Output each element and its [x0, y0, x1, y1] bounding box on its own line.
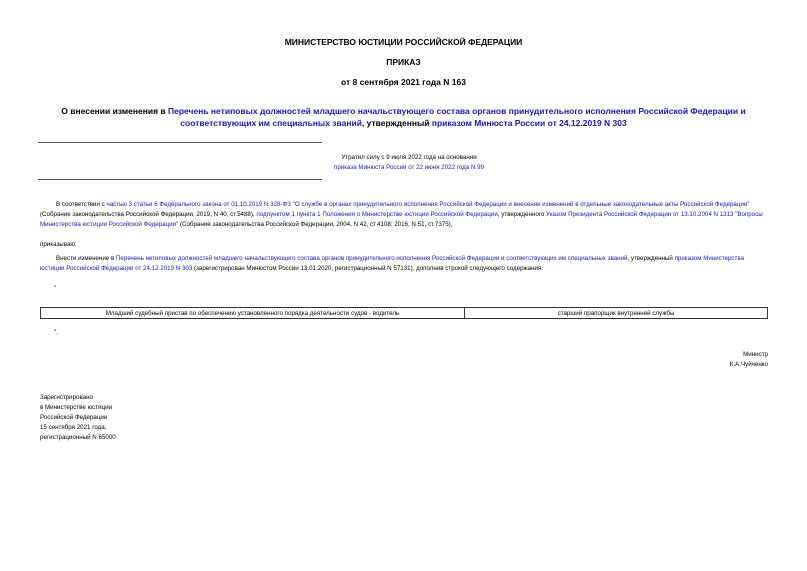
preamble-link-law[interactable]: частью 3 статьи 6 Федерального закона от 01.10.2019 N 328-ФЗ "О службе в органах принудительного исполнения Российской Федерации и внесении изменений в отдельные законодательные акты Российской Федерации" [106, 201, 750, 208]
order-text-1: Внести изменение в [56, 255, 116, 262]
status-note-text: Утратил силу с 9 июля 2022 года на основании [341, 154, 477, 161]
doc-date-number: от 8 сентября 2021 года N 163 [341, 77, 466, 87]
preamble-text-3: , утвержденного [497, 211, 547, 218]
order-link-order[interactable]: приказом Министерства юстиции Российской Федерации от 24.12.2019 N 303 [40, 255, 745, 272]
title-link-order[interactable]: приказом Минюста России от 24.12.2019 N 303 [431, 118, 627, 128]
doc-type-heading: ПРИКАЗ [386, 57, 421, 67]
registration-line-3: Российской Федерации [40, 414, 108, 421]
document-title [40, 105, 767, 129]
preamble-text-1: В соответствии с [56, 201, 107, 208]
rank-cell: старший прапорщик внутренней службы [465, 308, 768, 319]
signature-role: Министр [743, 351, 768, 358]
order-text-3: (зарегистрирован Минюстом России 13.01.2020, регистрационный N 57131), дополнив строкой следующего содержания: [192, 265, 544, 272]
title-text-2: , утвержденный [361, 118, 432, 128]
status-note-link[interactable]: приказа Минюста России от 22 июня 2022 года N 99 [333, 164, 485, 171]
title-link-list[interactable]: Перечень нетиповых должностей младшего начальствующего состава органов принудительного исполнения Российской Федерации и соответствующих им специальных званий [168, 106, 746, 128]
quote-close: ". [54, 329, 58, 336]
order-link-list[interactable]: Перечень нетиповых должностей младшего начальствующего состава органов принудительного исполнения Российской Федерации и соответствующих им специальных званий [115, 255, 628, 262]
divider-bottom [38, 179, 322, 180]
registration-line-5: регистрационный N 65000 [40, 434, 116, 441]
registration-line-4: 15 сентября 2021 года, [40, 424, 107, 431]
positions-table [40, 307, 768, 319]
registration-block [40, 393, 240, 443]
registration-line-1: Зарегистрировано [40, 394, 93, 401]
quote-open: " [54, 285, 57, 292]
preamble-link-regulation[interactable]: подпунктом 1 пункта 1 Положения о Министерстве юстиции Российской Федерации [256, 211, 498, 218]
preamble-text-2: (Собрание законодательства Российской Федерации, 2019, N 40, ст.5488), [40, 211, 257, 218]
preamble-link-decree[interactable]: Указом Президента Российской Федерации от 13.10.2004 N 1313 "Вопросы Министерства юстиции Российской Федерации" [40, 211, 763, 228]
order-text-2: , утвержденный [627, 255, 675, 262]
position-cell: Младший судебный пристав по обеспечению установленного порядка деятельности судов - водитель [41, 308, 465, 319]
divider-top [38, 142, 322, 143]
preamble-text-4: (Собрание законодательства Российской Федерации, 2004, N 42, ст.4108; 2016, N 51, ст.7375), [178, 221, 453, 228]
registration-line-2: в Министерстве юстиции [40, 404, 113, 411]
order-word: приказываю: [40, 241, 77, 248]
table-row [41, 308, 768, 319]
signature-name: К.А.Чуйченко [729, 361, 768, 368]
order-paragraph [40, 254, 769, 274]
status-note [322, 153, 496, 173]
ministry-heading: МИНИСТЕРСТВО ЮСТИЦИИ РОССИЙСКОЙ ФЕДЕРАЦИИ [284, 37, 523, 47]
title-text-1: О внесении изменения в [61, 106, 168, 116]
preamble-paragraph [40, 200, 769, 230]
signature-block [600, 350, 768, 370]
